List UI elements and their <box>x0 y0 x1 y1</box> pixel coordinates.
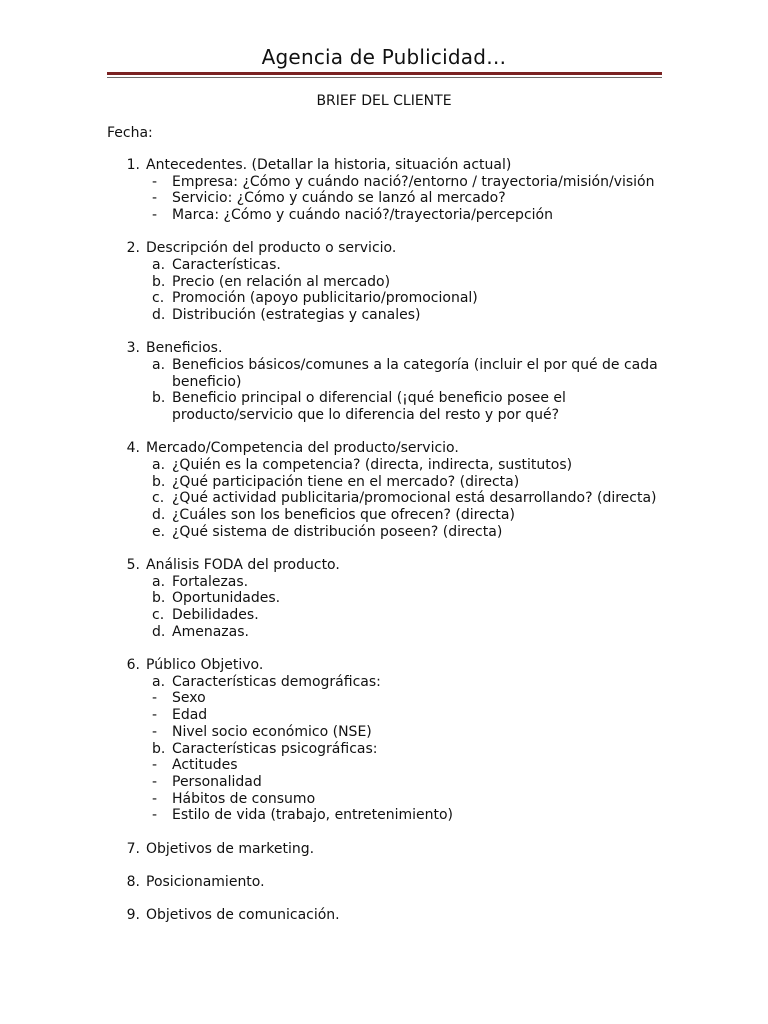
section-heading <box>0 557 768 574</box>
list-item <box>0 791 768 808</box>
list-item <box>0 757 768 774</box>
item-text: Características demográficas: <box>172 673 381 690</box>
section-number: 1. <box>126 157 140 173</box>
section-7 <box>0 841 768 858</box>
item-marker: a. <box>152 257 166 274</box>
item-text: Edad <box>172 707 208 724</box>
item-marker: b. <box>152 273 166 290</box>
item-marker: d. <box>152 307 166 324</box>
item-text: Beneficio principal o diferencial (¡qué beneficio posee el producto/servicio que lo diferencia del resto y por qué? <box>172 390 566 424</box>
item-text: Hábitos de consumo <box>172 790 316 807</box>
section-number: 7. <box>126 840 140 857</box>
section-heading <box>0 874 768 891</box>
item-marker: a. <box>152 357 166 374</box>
list-item <box>0 690 768 707</box>
section-title: Antecedentes. (Detallar la historia, situación actual) <box>146 157 512 173</box>
section-heading <box>0 657 768 674</box>
item-marker: c. <box>152 490 165 507</box>
list-item <box>0 457 768 474</box>
list-item <box>0 174 768 191</box>
list-item <box>0 490 768 507</box>
item-text: Nivel socio económico (NSE) <box>172 723 372 740</box>
item-text: Debilidades. <box>172 607 259 624</box>
item-marker: - <box>152 774 158 790</box>
section-heading <box>0 240 768 257</box>
section-heading <box>0 907 768 924</box>
list-item <box>0 207 768 224</box>
item-text: Marca: ¿Cómo y cuándo nació?/trayectoria/percepción <box>172 207 553 224</box>
item-marker: b. <box>152 390 166 407</box>
item-marker: a. <box>152 673 166 690</box>
item-marker: d. <box>152 507 166 524</box>
list-item <box>0 474 768 491</box>
list-item <box>0 674 768 691</box>
item-marker: c. <box>152 290 165 307</box>
section-heading <box>0 157 768 174</box>
item-text: Características psicográficas: <box>172 740 378 757</box>
brief-sections-list <box>0 157 768 940</box>
item-text: ¿Quién es la competencia? (directa, indirecta, sustitutos) <box>172 457 573 474</box>
section-title: Objetivos de comunicación. <box>146 907 340 924</box>
section-title: Posicionamiento. <box>146 873 265 890</box>
item-text: Amenazas. <box>172 623 249 640</box>
item-marker: d. <box>152 623 166 640</box>
list-item <box>0 390 768 423</box>
section-heading <box>0 440 768 457</box>
item-marker: - <box>152 723 158 740</box>
list-item <box>0 807 768 824</box>
item-marker: a. <box>152 573 166 590</box>
list-item <box>0 257 768 274</box>
item-text: Actitudes <box>172 757 238 774</box>
section-title: Público Objetivo. <box>146 657 264 674</box>
item-marker: b. <box>152 473 166 490</box>
item-text: Sexo <box>172 690 206 707</box>
list-item <box>0 307 768 324</box>
item-marker: b. <box>152 740 166 757</box>
section-2 <box>0 240 768 324</box>
list-item <box>0 274 768 291</box>
item-text: Características. <box>172 257 281 274</box>
section-number: 4. <box>126 440 140 457</box>
section-6 <box>0 657 768 824</box>
item-marker: - <box>152 757 158 774</box>
item-text: ¿Qué sistema de distribución poseen? (directa) <box>172 523 503 540</box>
list-item <box>0 774 768 791</box>
item-text: Estilo de vida (trabajo, entretenimiento) <box>172 807 454 824</box>
section-number: 5. <box>126 557 140 574</box>
list-item <box>0 524 768 541</box>
section-number: 3. <box>126 340 140 357</box>
item-text: Precio (en relación al mercado) <box>172 273 391 290</box>
item-marker: a. <box>152 457 166 474</box>
section-number: 2. <box>126 240 140 257</box>
document-title: BRIEF DEL CLIENTE <box>316 93 452 109</box>
item-text: ¿Qué participación tiene en el mercado? (directa) <box>172 473 520 490</box>
list-item <box>0 507 768 524</box>
list-item <box>0 574 768 591</box>
section-heading <box>0 841 768 858</box>
item-marker: c. <box>152 607 165 624</box>
list-item <box>0 190 768 207</box>
header-rule-thin <box>107 77 662 78</box>
section-number: 9. <box>126 907 140 924</box>
section-title: Mercado/Competencia del producto/servicio. <box>146 440 459 457</box>
item-marker: b. <box>152 590 166 607</box>
item-marker: e. <box>152 523 166 540</box>
item-text: Oportunidades. <box>172 590 281 607</box>
item-text: ¿Cuáles son los beneficios que ofrecen? (directa) <box>172 507 515 524</box>
item-marker: - <box>152 790 158 807</box>
section-3 <box>0 340 768 424</box>
section-heading <box>0 340 768 357</box>
list-item <box>0 290 768 307</box>
item-text: ¿Qué actividad publicitaria/promocional está desarrollando? (directa) <box>172 490 657 507</box>
item-marker: - <box>152 707 158 724</box>
list-item <box>0 607 768 624</box>
fecha-label: Fecha: <box>107 125 153 141</box>
section-title: Descripción del producto o servicio. <box>146 240 397 257</box>
list-item <box>0 357 768 390</box>
section-title: Beneficios. <box>146 340 223 357</box>
item-text: Fortalezas. <box>172 573 249 590</box>
item-marker: - <box>152 807 158 824</box>
header-title: Agencia de Publicidad… <box>261 45 507 69</box>
section-9 <box>0 907 768 924</box>
list-item <box>0 741 768 758</box>
list-item <box>0 590 768 607</box>
section-8 <box>0 874 768 891</box>
list-item <box>0 624 768 641</box>
section-5 <box>0 557 768 641</box>
header-rule-thick <box>107 72 662 75</box>
item-text: Empresa: ¿Cómo y cuándo nació?/entorno / trayectoria/misión/visión <box>172 173 655 190</box>
section-title: Análisis FODA del producto. <box>146 557 340 574</box>
item-marker: - <box>152 207 158 224</box>
section-4 <box>0 440 768 540</box>
list-item <box>0 707 768 724</box>
section-1 <box>0 157 768 224</box>
item-text: Personalidad <box>172 774 262 790</box>
item-text: Beneficios básicos/comunes a la categoría (incluir el por qué de cada beneficio) <box>172 357 658 390</box>
item-text: Distribución (estrategias y canales) <box>172 307 421 324</box>
item-marker: - <box>152 690 158 707</box>
section-number: 8. <box>126 873 140 890</box>
item-text: Promoción (apoyo publicitario/promocional) <box>172 290 478 307</box>
item-text: Servicio: ¿Cómo y cuándo se lanzó al mercado? <box>172 190 506 207</box>
item-marker: - <box>152 173 158 190</box>
item-marker: - <box>152 190 158 207</box>
section-number: 6. <box>126 657 140 674</box>
section-title: Objetivos de marketing. <box>146 840 315 857</box>
list-item <box>0 724 768 741</box>
